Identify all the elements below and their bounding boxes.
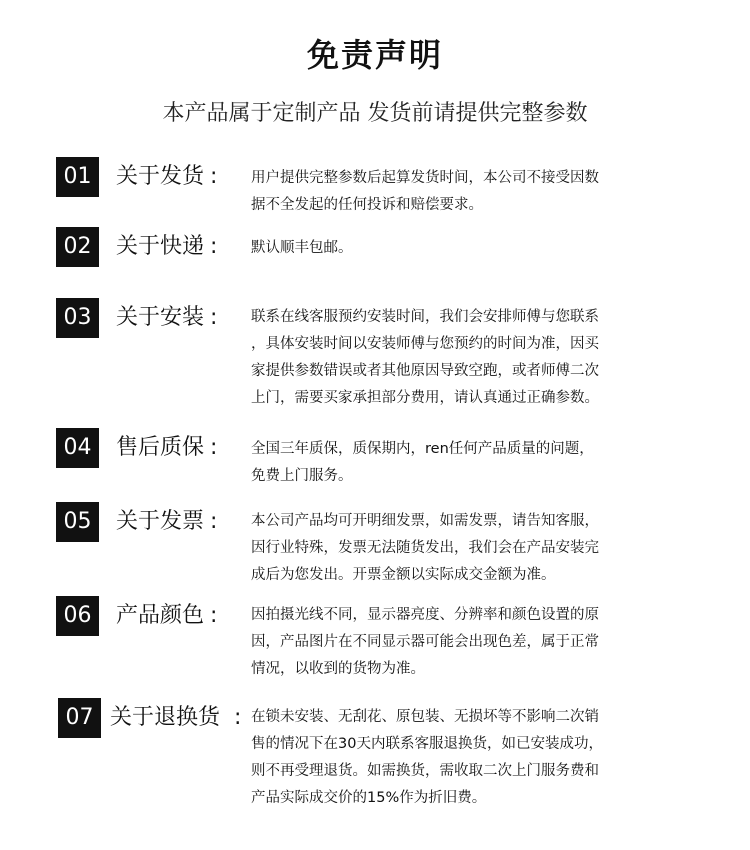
description-line: 据不全发起的任何投诉和赔偿要求。 bbox=[251, 197, 483, 213]
description-line: ，具体安装时间以安装师傅与您预约的时间为准，因买 bbox=[251, 336, 599, 352]
section-description bbox=[251, 508, 691, 589]
page-subtitle: 本产品属于定制产品 发货前请提供完整参数 bbox=[162, 101, 588, 126]
description-line: 在锁未安装、无刮花、原包装、无损坏等不影响二次销 bbox=[251, 709, 599, 725]
section-colon: : bbox=[210, 603, 218, 628]
section-number-badge: 02 bbox=[56, 227, 99, 267]
description-line: 成后为您发出。开票金额以实际成交金额为准。 bbox=[251, 567, 556, 583]
section-number-badge: 07 bbox=[58, 698, 101, 738]
description-line: 产品实际成交价的15%作为折旧费。 bbox=[251, 790, 487, 806]
section-colon: : bbox=[210, 305, 218, 330]
description-line: 默认顺丰包邮。 bbox=[251, 240, 353, 256]
section-number-badge: 04 bbox=[56, 428, 99, 468]
description-line: 情况，以收到的货物为准。 bbox=[251, 661, 425, 677]
description-line: 本公司产品均可开明细发票，如需发票，请告知客服， bbox=[251, 513, 599, 529]
section-label: 关于发货 bbox=[116, 164, 205, 189]
section-label: 关于发票 bbox=[116, 509, 205, 534]
description-line: 免费上门服务。 bbox=[251, 468, 353, 484]
description-line: 则不再受理退货。如需换货，需收取二次上门服务费和 bbox=[251, 763, 599, 779]
description-line: 因，产品图片在不同显示器可能会出现色差，属于正常 bbox=[251, 634, 599, 650]
section-number-badge: 05 bbox=[56, 502, 99, 542]
description-line: 家提供参数错误或者其他原因导致空跑，或者师傅二次 bbox=[251, 363, 599, 379]
description-line: 上门，需要买家承担部分费用，请认真通过正确参数。 bbox=[251, 390, 599, 406]
section-label: 关于退换货 bbox=[110, 705, 221, 730]
description-line: 全国三年质保，质保期内，ren任何产品质量的问题， bbox=[251, 441, 594, 457]
section-number-badge: 01 bbox=[56, 157, 99, 197]
description-line: 联系在线客服预约安装时间，我们会安排师傅与您联系 bbox=[251, 309, 599, 325]
page-title: 免责声明 bbox=[306, 36, 443, 74]
section-number-badge: 06 bbox=[56, 596, 99, 636]
section-description bbox=[251, 165, 691, 219]
section-description bbox=[251, 436, 691, 490]
section-colon: : bbox=[210, 435, 218, 460]
description-line: 因拍摄光线不同，显示器亮度、分辨率和颜色设置的原 bbox=[251, 607, 599, 623]
section-colon: : bbox=[234, 705, 242, 730]
section-colon: : bbox=[210, 164, 218, 189]
description-line: 售的情况下在30天内联系客服退换货，如已安装成功， bbox=[251, 736, 603, 752]
section-description bbox=[251, 704, 691, 812]
section-colon: : bbox=[210, 234, 218, 259]
section-label: 产品颜色 bbox=[116, 603, 205, 628]
section-colon: : bbox=[210, 509, 218, 534]
description-line: 用户提供完整参数后起算发货时间，本公司不接受因数 bbox=[251, 170, 599, 186]
section-label: 售后质保 bbox=[116, 435, 205, 460]
description-line: 因行业特殊，发票无法随货发出，我们会在产品安装完 bbox=[251, 540, 599, 556]
section-label: 关于安装 bbox=[116, 305, 205, 330]
section-description bbox=[251, 602, 691, 683]
section-description bbox=[251, 304, 691, 412]
section-number-badge: 03 bbox=[56, 298, 99, 338]
section-label: 关于快递 bbox=[116, 234, 205, 259]
section-description bbox=[251, 235, 691, 262]
